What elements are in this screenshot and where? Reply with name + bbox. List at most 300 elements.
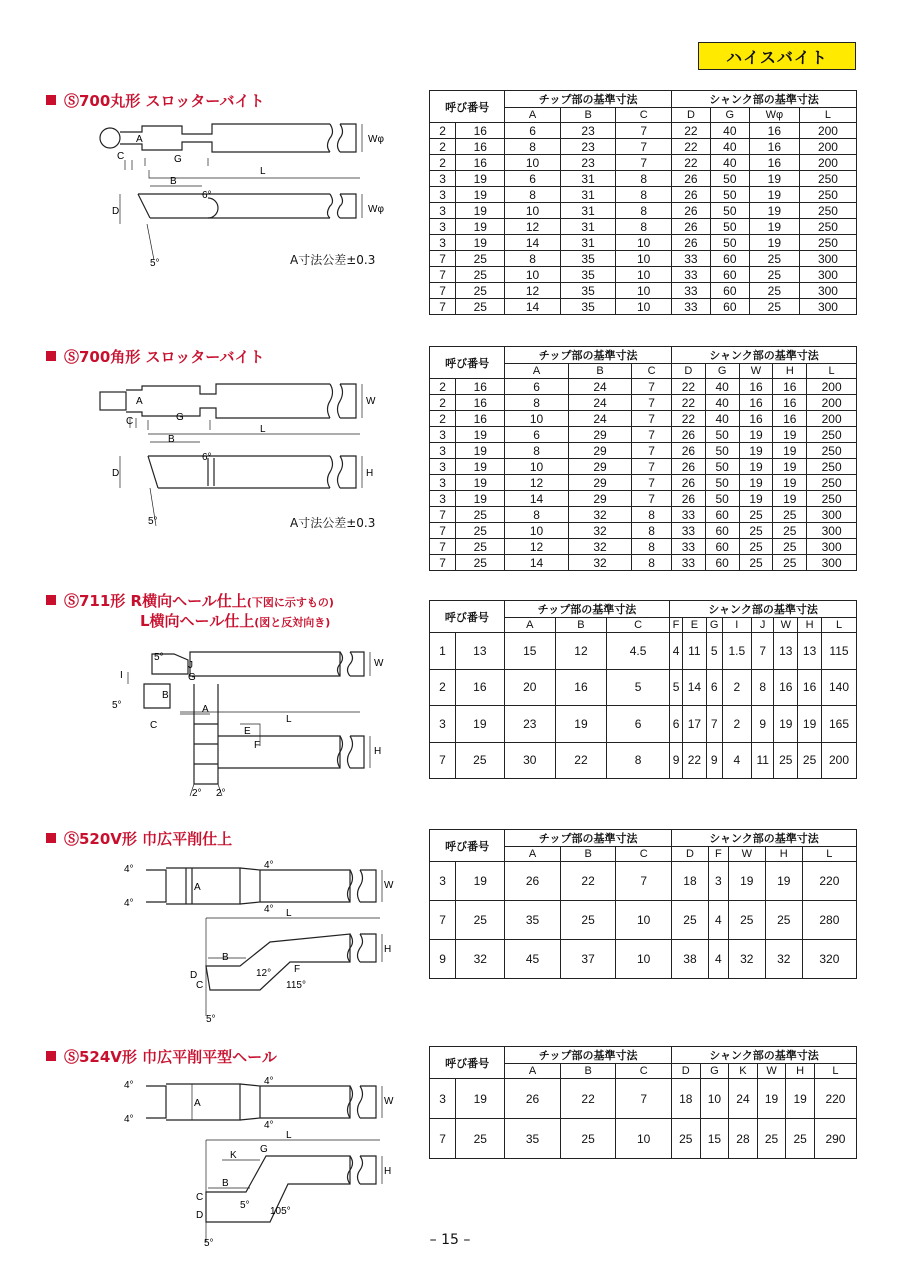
table-cell: 25 (774, 742, 798, 779)
table-cell: 19 (749, 171, 799, 187)
header-col: F (670, 618, 683, 633)
table-cell: 25 (456, 251, 505, 267)
label-l-5: L (286, 1130, 292, 1141)
table-cell: 3 (430, 706, 456, 743)
table-cell: 25 (749, 267, 799, 283)
table-row (430, 379, 857, 395)
header-nominal: 呼び番号 (430, 830, 505, 862)
table-cell: 40 (710, 139, 749, 155)
section-4-title-text: Ⓢ520V形 巾広平削仕上 (64, 830, 233, 848)
header-col: B (560, 847, 616, 862)
table-cell: 140 (822, 669, 857, 706)
table-cell: 14 (505, 555, 569, 571)
table-cell: 19 (456, 171, 505, 187)
header-col: H (786, 1064, 815, 1079)
table-cell: 16 (456, 669, 505, 706)
label-b-4: B (222, 952, 229, 963)
table-cell: 12 (505, 219, 561, 235)
label-4deg-4a: 4° (124, 864, 134, 875)
table-cell: 8 (616, 171, 672, 187)
header-chip: チップ部の基準寸法 (505, 830, 672, 847)
table-cell: 7 (616, 1079, 672, 1119)
table-row (430, 299, 857, 315)
table-cell: 7 (430, 267, 456, 283)
table-cell: 1 (430, 633, 456, 670)
table-cell: 10 (616, 940, 672, 979)
table-cell: 2 (722, 669, 751, 706)
header-col: H (773, 364, 807, 379)
table-cell: 8 (505, 251, 561, 267)
table-cell: 13 (798, 633, 822, 670)
table-cell: 165 (822, 706, 857, 743)
table-cell: 16 (456, 379, 505, 395)
table-cell: 22 (560, 862, 616, 901)
label-105deg-5: 105° (270, 1206, 291, 1217)
table-row (430, 203, 857, 219)
spec-table-524v (429, 1046, 857, 1159)
table-cell: 10 (616, 901, 672, 940)
section-5-title (46, 1046, 277, 1067)
table-cell: 9 (706, 742, 722, 779)
table-cell: 7 (430, 742, 456, 779)
table-cell: 250 (807, 475, 857, 491)
table-cell: 35 (560, 251, 616, 267)
header-col: J (752, 618, 774, 633)
table-cell: 12 (505, 475, 569, 491)
header-col: W (774, 618, 798, 633)
label-d-2: D (112, 468, 120, 479)
table-cell: 3 (430, 443, 456, 459)
table-cell: 7 (430, 901, 456, 940)
table-cell: 19 (739, 459, 773, 475)
table-cell: 250 (799, 171, 856, 187)
table-row (430, 475, 857, 491)
table-cell: 7 (632, 459, 672, 475)
table-cell: 8 (616, 203, 672, 219)
table-cell: 31 (560, 187, 616, 203)
table-cell: 10 (700, 1079, 729, 1119)
table-cell: 25 (773, 523, 807, 539)
table-cell: 3 (430, 203, 456, 219)
header-col: B (560, 108, 616, 123)
header-col: L (814, 1064, 856, 1079)
table-cell: 16 (739, 379, 773, 395)
table-cell: 60 (705, 539, 739, 555)
table-cell: 16 (456, 155, 505, 171)
header-col: L (807, 364, 857, 379)
table-cell: 25 (560, 901, 616, 940)
table-cell: 19 (749, 235, 799, 251)
table-cell: 10 (505, 155, 561, 171)
table-row (430, 267, 857, 283)
label-2deg-3a: 2° (192, 788, 202, 799)
table-cell: 25 (773, 539, 807, 555)
table-cell: 50 (710, 235, 749, 251)
table-row (430, 1119, 857, 1159)
table-cell: 50 (710, 187, 749, 203)
header-col: C (616, 108, 672, 123)
table-cell: 7 (632, 411, 672, 427)
table-cell: 6 (505, 427, 569, 443)
table-cell: 24 (729, 1079, 758, 1119)
table-cell: 32 (568, 507, 632, 523)
table-cell: 2 (430, 155, 456, 171)
table-cell: 2 (430, 411, 456, 427)
label-w-4: W (384, 880, 394, 891)
header-shank: シャンク部の基準寸法 (671, 347, 856, 364)
table-cell: 19 (456, 1079, 505, 1119)
label-w-5: W (384, 1096, 394, 1107)
table-cell: 60 (705, 523, 739, 539)
table-cell: 35 (505, 901, 561, 940)
table-cell: 24 (568, 411, 632, 427)
table-cell: 35 (560, 299, 616, 315)
table-cell: 26 (671, 235, 710, 251)
label-h-3: H (374, 746, 382, 757)
label-6deg-1: 6° (202, 190, 212, 201)
table-cell: 50 (710, 171, 749, 187)
table-cell: 8 (505, 507, 569, 523)
table-cell: 4 (708, 901, 728, 940)
table-row (430, 901, 857, 940)
table-cell: 3 (430, 427, 456, 443)
table-cell: 31 (560, 171, 616, 187)
table-cell: 19 (749, 187, 799, 203)
table-cell: 16 (555, 669, 606, 706)
table-cell: 25 (671, 901, 708, 940)
table-cell: 22 (671, 139, 710, 155)
table-cell: 19 (773, 443, 807, 459)
table-cell: 60 (710, 251, 749, 267)
table-cell: 30 (504, 742, 555, 779)
label-4deg-4c: 4° (264, 860, 274, 871)
table-cell: 1.5 (722, 633, 751, 670)
table-row (430, 669, 857, 706)
table-cell: 5 (670, 669, 683, 706)
table-cell: 250 (799, 235, 856, 251)
table-row (430, 706, 857, 743)
spec-table-520v (429, 829, 857, 979)
table-cell: 19 (456, 203, 505, 219)
table-cell: 9 (430, 940, 456, 979)
table-cell: 15 (504, 633, 555, 670)
table-row (430, 940, 857, 979)
table-cell: 16 (456, 395, 505, 411)
table-cell: 7 (632, 491, 672, 507)
table-cell: 18 (671, 862, 708, 901)
label-f-3: F (254, 740, 261, 751)
table-cell: 6 (505, 123, 561, 139)
bullet-square-icon (46, 95, 56, 105)
table-cell: 250 (799, 219, 856, 235)
table-cell: 3 (430, 475, 456, 491)
table-cell: 11 (752, 742, 774, 779)
table-cell: 7 (706, 706, 722, 743)
page-number: – 15 – (429, 1232, 471, 1248)
table-cell: 50 (705, 459, 739, 475)
table-cell: 2 (430, 379, 456, 395)
table-cell: 25 (456, 539, 505, 555)
table-cell: 290 (814, 1119, 856, 1159)
table-cell: 3 (430, 235, 456, 251)
table-cell: 8 (632, 555, 672, 571)
table-cell: 12 (505, 539, 569, 555)
header-col: B (560, 1064, 616, 1079)
label-e-3: E (244, 726, 251, 737)
table-cell: 200 (799, 123, 856, 139)
table-cell: 3 (430, 1079, 456, 1119)
table-cell: 37 (560, 940, 616, 979)
table-cell: 25 (765, 901, 802, 940)
table-cell: 19 (456, 443, 505, 459)
table-cell: 8 (607, 742, 670, 779)
label-5deg-2: 5° (148, 516, 158, 527)
label-l-4: L (286, 908, 292, 919)
table-cell: 250 (807, 459, 857, 475)
section-3-title-text: Ⓢ711形 R横向ヘール仕上 (64, 592, 247, 610)
header-col: D (671, 108, 710, 123)
table-cell: 14 (505, 299, 561, 315)
table-cell: 25 (456, 742, 505, 779)
table-cell: 29 (568, 459, 632, 475)
label-h-4: H (384, 944, 392, 955)
table-cell: 300 (799, 267, 856, 283)
spec-table-700-square (429, 346, 857, 571)
bullet-square-icon (46, 595, 56, 605)
label-g-1: G (174, 154, 182, 165)
table-row (430, 507, 857, 523)
table-cell: 9 (752, 706, 774, 743)
table-cell: 32 (765, 940, 802, 979)
label-g-5: G (260, 1144, 268, 1155)
table-cell: 8 (616, 219, 672, 235)
label-wphi-1: Wφ (368, 134, 384, 145)
table-cell: 29 (568, 491, 632, 507)
diagram-711 (110, 644, 400, 804)
header-col: B (568, 364, 632, 379)
table-row (430, 219, 857, 235)
table-cell: 19 (456, 706, 505, 743)
table-cell: 40 (710, 155, 749, 171)
table-cell: 16 (773, 411, 807, 427)
section-3-subtitle-text: L横向ヘール仕上 (140, 612, 255, 630)
header-col: A (504, 618, 555, 633)
table-cell: 33 (671, 555, 705, 571)
table-cell: 32 (728, 940, 765, 979)
table-cell: 19 (798, 706, 822, 743)
table-cell: 33 (671, 283, 710, 299)
table-cell: 25 (757, 1119, 786, 1159)
table-cell: 16 (798, 669, 822, 706)
table-cell: 26 (505, 1079, 561, 1119)
table-cell: 26 (671, 203, 710, 219)
table-cell: 40 (710, 123, 749, 139)
table-cell: 19 (456, 862, 505, 901)
table-cell: 25 (773, 555, 807, 571)
header-col: G (705, 364, 739, 379)
table-cell: 25 (456, 1119, 505, 1159)
table-cell: 14 (505, 491, 569, 507)
header-nominal: 呼び番号 (430, 1047, 505, 1079)
label-l-2: L (260, 424, 266, 435)
table-cell: 7 (430, 1119, 456, 1159)
table-row (430, 443, 857, 459)
table-cell: 300 (799, 283, 856, 299)
table-cell: 6 (505, 379, 569, 395)
table-cell: 200 (807, 395, 857, 411)
table-cell: 26 (671, 491, 705, 507)
table-cell: 300 (807, 507, 857, 523)
header-nominal: 呼び番号 (430, 347, 505, 379)
header-chip: チップ部の基準寸法 (505, 91, 672, 108)
table-cell: 300 (807, 539, 857, 555)
table-row (430, 395, 857, 411)
header-col: G (700, 1064, 729, 1079)
table-cell: 250 (799, 187, 856, 203)
label-j-3: J (188, 660, 193, 671)
table-cell: 300 (807, 555, 857, 571)
table-cell: 33 (671, 299, 710, 315)
table-cell: 25 (456, 555, 505, 571)
header-col: H (765, 847, 802, 862)
table-cell: 300 (799, 251, 856, 267)
table-row (430, 539, 857, 555)
table-cell: 200 (807, 411, 857, 427)
table-cell: 60 (705, 507, 739, 523)
header-col: L (802, 847, 856, 862)
table-cell: 19 (773, 491, 807, 507)
header-col: H (798, 618, 822, 633)
table-cell: 35 (560, 267, 616, 283)
table-cell: 23 (560, 139, 616, 155)
table-cell: 16 (739, 395, 773, 411)
header-col: L (822, 618, 857, 633)
table-cell: 25 (786, 1119, 815, 1159)
table-row (430, 411, 857, 427)
table-cell: 14 (682, 669, 706, 706)
label-d-1: D (112, 206, 120, 217)
table-cell: 33 (671, 507, 705, 523)
table-cell: 38 (671, 940, 708, 979)
table-cell: 33 (671, 267, 710, 283)
bullet-square-icon (46, 351, 56, 361)
table-cell: 32 (456, 940, 505, 979)
header-col: F (708, 847, 728, 862)
table-cell: 35 (505, 1119, 561, 1159)
table-cell: 3 (430, 491, 456, 507)
table-row (430, 171, 857, 187)
table-cell: 6 (505, 171, 561, 187)
table-cell: 7 (430, 251, 456, 267)
diagram-520v (110, 856, 400, 1026)
table-cell: 26 (671, 187, 710, 203)
header-col: C (632, 364, 672, 379)
table-cell: 23 (560, 155, 616, 171)
table-cell: 7 (430, 283, 456, 299)
label-b-5: B (222, 1178, 229, 1189)
table-cell: 220 (802, 862, 856, 901)
table-cell: 7 (430, 299, 456, 315)
section-1-title-text: Ⓢ700丸形 スロッターバイト (64, 92, 265, 110)
table-cell: 19 (456, 235, 505, 251)
table-cell: 3 (430, 219, 456, 235)
table-cell: 4.5 (607, 633, 670, 670)
table-cell: 7 (430, 539, 456, 555)
table-cell: 200 (807, 379, 857, 395)
tolerance-note-2: A寸法公差±0.3 (290, 516, 376, 530)
header-col: Wφ (749, 108, 799, 123)
table-cell: 20 (504, 669, 555, 706)
table-cell: 25 (773, 507, 807, 523)
table-cell: 35 (560, 283, 616, 299)
table-cell: 7 (632, 443, 672, 459)
table-cell: 2 (430, 669, 456, 706)
table-cell: 22 (671, 123, 710, 139)
table-row (430, 459, 857, 475)
label-i-3: I (120, 670, 123, 681)
label-g-2: G (176, 412, 184, 423)
table-cell: 19 (456, 219, 505, 235)
table-cell: 280 (802, 901, 856, 940)
table-cell: 16 (456, 411, 505, 427)
table-cell: 33 (671, 523, 705, 539)
table-cell: 26 (505, 862, 561, 901)
table-row (430, 633, 857, 670)
table-cell: 16 (773, 379, 807, 395)
table-cell: 50 (710, 203, 749, 219)
table-cell: 25 (739, 539, 773, 555)
label-g-3: G (188, 672, 196, 683)
table-cell: 8 (616, 187, 672, 203)
table-cell: 19 (749, 219, 799, 235)
table-cell: 200 (822, 742, 857, 779)
label-6deg-2: 6° (202, 452, 212, 463)
table-cell: 5 (706, 633, 722, 670)
table-cell: 19 (456, 187, 505, 203)
table-row (430, 523, 857, 539)
table-cell: 5 (607, 669, 670, 706)
table-cell: 7 (616, 862, 672, 901)
table-cell: 26 (671, 427, 705, 443)
table-cell: 11 (682, 633, 706, 670)
table-cell: 50 (710, 219, 749, 235)
table-cell: 16 (773, 395, 807, 411)
table-cell: 7 (616, 139, 672, 155)
table-cell: 250 (807, 427, 857, 443)
table-cell: 16 (774, 669, 798, 706)
table-cell: 22 (555, 742, 606, 779)
table-cell: 29 (568, 475, 632, 491)
table-cell: 2 (430, 123, 456, 139)
table-cell: 25 (456, 267, 505, 283)
header-shank: シャンク部の基準寸法 (671, 1047, 856, 1064)
table-cell: 40 (705, 411, 739, 427)
header-col: I (722, 618, 751, 633)
table-cell: 7 (632, 427, 672, 443)
header-col: D (671, 1064, 700, 1079)
header-shank: シャンク部の基準寸法 (670, 601, 857, 618)
table-cell: 60 (705, 555, 739, 571)
table-cell: 19 (774, 706, 798, 743)
table-row (430, 283, 857, 299)
label-2deg-3b: 2° (216, 788, 226, 799)
label-5deg-1: 5° (150, 258, 160, 269)
table-cell: 26 (671, 443, 705, 459)
table-cell: 25 (749, 283, 799, 299)
label-115deg-4: 115° (286, 980, 306, 991)
table-cell: 31 (560, 235, 616, 251)
table-cell: 33 (671, 251, 710, 267)
